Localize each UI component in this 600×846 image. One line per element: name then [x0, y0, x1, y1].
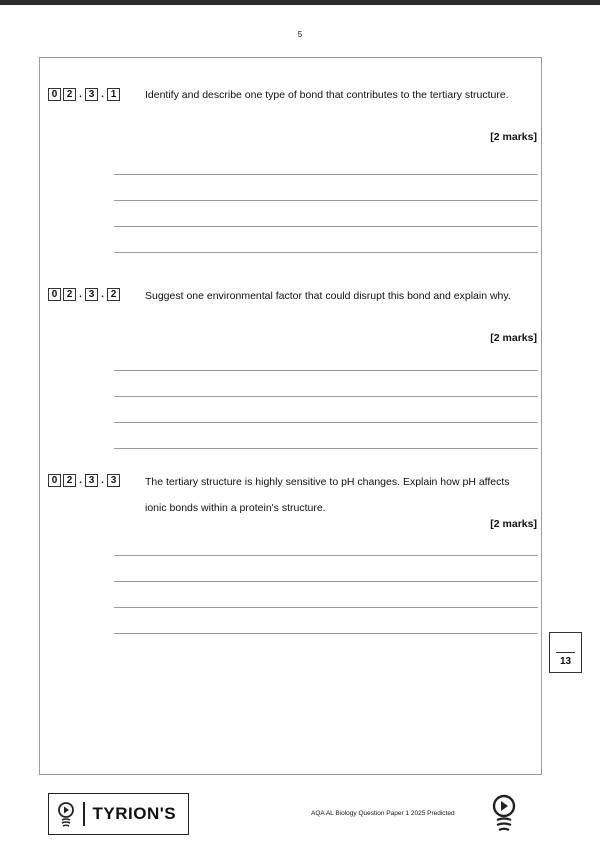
marks-label: [2 marks]	[490, 332, 537, 344]
answer-line[interactable]	[114, 448, 538, 449]
answer-line[interactable]	[114, 200, 538, 201]
question-frame	[39, 57, 542, 775]
answer-line[interactable]	[114, 174, 538, 175]
digit-box: 0	[48, 288, 61, 301]
lightbulb-play-icon	[491, 794, 517, 834]
answer-line[interactable]	[114, 422, 538, 423]
digit-box: 2	[63, 474, 76, 487]
marks-label: [2 marks]	[490, 518, 537, 530]
page-number: 5	[297, 30, 303, 39]
digit-box: 3	[85, 88, 98, 101]
answer-line[interactable]	[114, 370, 538, 371]
top-bar	[0, 0, 600, 5]
answer-line[interactable]	[114, 396, 538, 397]
brand-name: TYRION'S	[92, 804, 177, 823]
question-text: Identify and describe one type of bond that contributes to the tertiary structure.	[145, 89, 509, 101]
digit-box: 0	[48, 88, 61, 101]
digit-box: 2	[63, 288, 76, 301]
digit-box: 1	[107, 88, 120, 101]
answer-line[interactable]	[114, 607, 538, 608]
marks-label: [2 marks]	[490, 131, 537, 143]
total-rule	[556, 652, 575, 653]
total-marks-box	[549, 632, 582, 673]
question-number-02-3-3: 0 2 . 3 . 3	[48, 474, 122, 487]
digit-box: 3	[107, 474, 120, 487]
logo-separator	[83, 802, 85, 826]
question-text: Suggest one environmental factor that could disrupt this bond and explain why.	[145, 290, 511, 302]
digit-box: 0	[48, 474, 61, 487]
answer-line[interactable]	[114, 633, 538, 634]
paper-title: AQA AL Biology Question Paper 1 2025 Predicted	[311, 810, 455, 817]
digit-box: 3	[85, 474, 98, 487]
digit-box: 2	[63, 88, 76, 101]
answer-line[interactable]	[114, 555, 538, 556]
answer-line[interactable]	[114, 581, 538, 582]
question-number-02-3-2: 0 2 . 3 . 2	[48, 288, 122, 301]
question-text: The tertiary structure is highly sensitive to pH changes. Explain how pH affects ionic bonds within a protein's structure.	[145, 476, 510, 514]
digit-box: 2	[107, 288, 120, 301]
total-marks-value: 13	[559, 656, 572, 667]
answer-line[interactable]	[114, 252, 538, 253]
question-number-02-3-1: 0 2 . 3 . 1	[48, 88, 122, 101]
digit-box: 3	[85, 288, 98, 301]
lightbulb-play-icon	[57, 801, 75, 827]
brand-logo	[48, 793, 189, 835]
answer-line[interactable]	[114, 226, 538, 227]
